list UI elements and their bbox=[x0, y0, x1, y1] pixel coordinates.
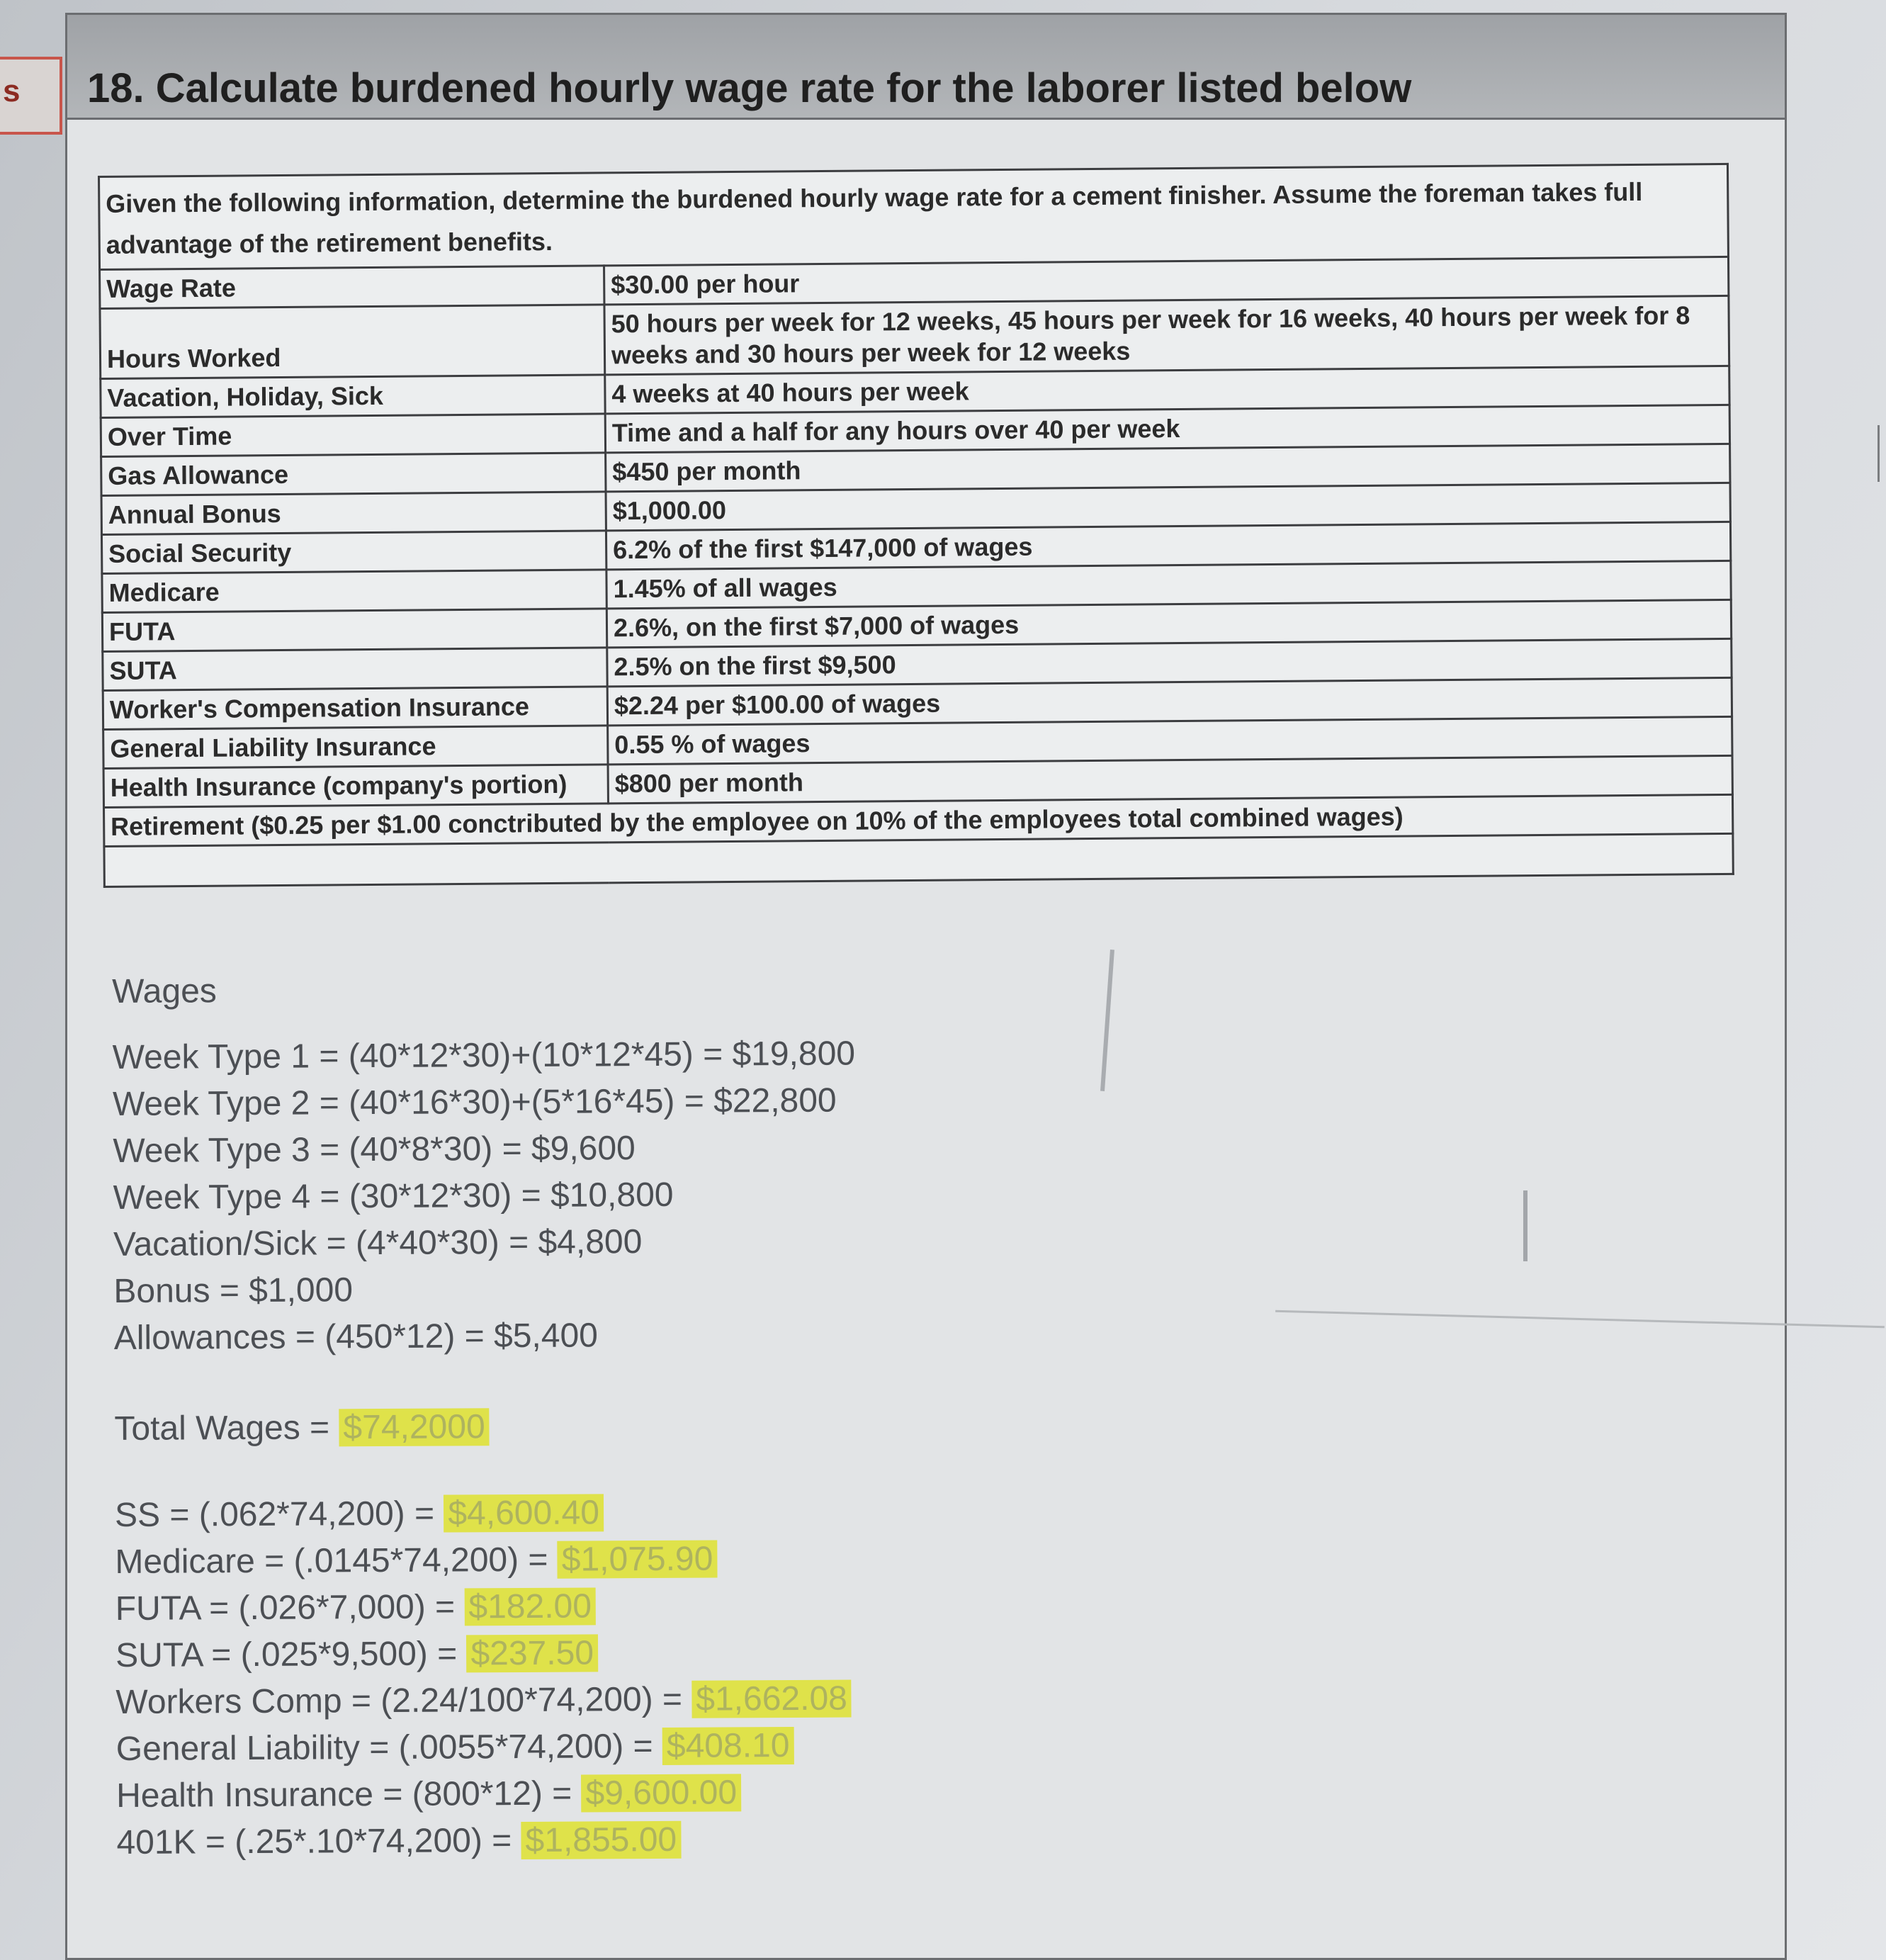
burden-label: SS = (.062*74,200) = bbox=[114, 1494, 444, 1534]
row-value: $30.00 per hour bbox=[604, 257, 1729, 304]
total-wages-line bbox=[114, 1399, 1531, 1453]
row-value: 2.6%, on the first $7,000 of wages bbox=[606, 599, 1731, 647]
row-value: 50 hours per week for 12 weeks, 45 hours per week for 16 weeks, 40 hours per week for 8 weeks and 30 hours per week for 12 weeks bbox=[604, 295, 1729, 374]
burden-label: FUTA = (.026*7,000) = bbox=[115, 1588, 465, 1628]
side-tab[interactable] bbox=[0, 57, 62, 135]
row-label: FUTA bbox=[102, 609, 606, 652]
burden-value: $1,662.08 bbox=[691, 1680, 852, 1718]
burden-label: Medicare = (.0145*74,200) = bbox=[115, 1541, 558, 1581]
row-label: Annual Bonus bbox=[101, 492, 606, 535]
wage-line: Week Type 4 = (30*12*30) = $10,800 bbox=[113, 1176, 674, 1217]
row-value: 2.5% on the first $9,500 bbox=[607, 638, 1732, 686]
wage-line: Vacation/Sick = (4*40*30) = $4,800 bbox=[113, 1223, 643, 1263]
row-value: $450 per month bbox=[606, 444, 1730, 491]
burden-label: Workers Comp = (2.24/100*74,200) = bbox=[115, 1680, 692, 1721]
burden-line bbox=[115, 1626, 1532, 1679]
row-label: Health Insurance (company's portion) bbox=[103, 765, 608, 808]
burden-line bbox=[116, 1719, 1533, 1773]
row-value: 0.55 % of wages bbox=[608, 716, 1732, 764]
burden-value: $4,600.40 bbox=[444, 1494, 604, 1532]
row-value: Time and a half for any hours over 40 per week bbox=[605, 405, 1729, 452]
table-intro-line: advantage of the retirement benefits. bbox=[106, 226, 553, 259]
row-value: $800 per month bbox=[608, 755, 1732, 803]
wage-line: Week Type 2 = (40*16*30)+(5*16*45) = $22,800 bbox=[112, 1081, 837, 1123]
burden-label: SUTA = (.025*9,500) = bbox=[115, 1635, 467, 1674]
wage-line: Allowances = (450*12) = $5,400 bbox=[113, 1317, 599, 1357]
burden-value: $9,600.00 bbox=[581, 1774, 741, 1812]
table-row bbox=[100, 295, 1729, 378]
pen-scribble bbox=[1523, 1190, 1528, 1261]
table-intro-cell bbox=[99, 164, 1729, 269]
info-table bbox=[98, 163, 1734, 888]
row-value: 6.2% of the first $147,000 of wages bbox=[606, 522, 1730, 569]
row-label: Social Security bbox=[101, 531, 606, 574]
work-area bbox=[112, 957, 1534, 1866]
burden-value: $1,855.00 bbox=[521, 1821, 681, 1859]
burden-line bbox=[116, 1766, 1533, 1820]
wage-line: Week Type 3 = (40*8*30) = $9,600 bbox=[113, 1130, 636, 1170]
burden-line bbox=[115, 1532, 1532, 1586]
question-header bbox=[67, 15, 1785, 120]
wages-heading: Wages bbox=[112, 972, 217, 1010]
burden-label: 401K = (.25*.10*74,200) = bbox=[116, 1821, 521, 1862]
question-title: 18. Calculate burdened hourly wage rate for the laborer listed below bbox=[87, 65, 1412, 111]
row-label: Wage Rate bbox=[100, 266, 604, 309]
burden-value: $408.10 bbox=[662, 1727, 794, 1765]
burden-label: Health Insurance = (800*12) = bbox=[116, 1774, 582, 1815]
row-label: General Liability Insurance bbox=[103, 726, 608, 769]
side-tab-label: s bbox=[3, 74, 21, 108]
row-label: Worker's Compensation Insurance bbox=[103, 687, 607, 730]
table-intro-row bbox=[99, 164, 1729, 269]
row-label: Vacation, Holiday, Sick bbox=[101, 375, 605, 418]
burden-value: $237.50 bbox=[466, 1634, 598, 1672]
burden-line bbox=[115, 1579, 1532, 1633]
burden-label: General Liability = (.0055*74,200) = bbox=[115, 1727, 663, 1768]
wage-line: Bonus = $1,000 bbox=[113, 1271, 354, 1310]
row-label: Gas Allowance bbox=[101, 453, 606, 496]
burden-line bbox=[116, 1813, 1533, 1866]
burden-value: $182.00 bbox=[464, 1587, 596, 1626]
burden-value: $1,075.90 bbox=[558, 1541, 718, 1579]
spacer bbox=[115, 1446, 1532, 1492]
burden-line bbox=[115, 1485, 1532, 1539]
row-label: Hours Worked bbox=[100, 305, 605, 379]
spacer bbox=[114, 1355, 1531, 1406]
row-value: $2.24 per $100.00 of wages bbox=[607, 677, 1732, 725]
row-value: 1.45% of all wages bbox=[606, 561, 1731, 608]
total-wages-value: $74,2000 bbox=[339, 1408, 489, 1446]
table-intro-line: Given the following information, determine the burdened hourly wage rate for a cement finisher. Assume the foreman takes full bbox=[106, 176, 1643, 218]
edge-bracket bbox=[1877, 425, 1886, 482]
row-value: 4 weeks at 40 hours per week bbox=[605, 366, 1729, 413]
row-label: Over Time bbox=[101, 414, 605, 457]
burden-line bbox=[115, 1672, 1532, 1726]
wage-line: Week Type 1 = (40*12*30)+(10*12*45) = $19,800 bbox=[112, 1035, 856, 1076]
row-label: Medicare bbox=[102, 570, 606, 613]
retirement-cell: Retirement ($0.25 per $1.00 conctributed by the employee on 10% of the employees total combined wages) bbox=[104, 794, 1733, 846]
total-wages-label: Total Wages = bbox=[114, 1409, 339, 1448]
row-label: SUTA bbox=[103, 648, 607, 691]
row-value: $1,000.00 bbox=[606, 483, 1730, 530]
